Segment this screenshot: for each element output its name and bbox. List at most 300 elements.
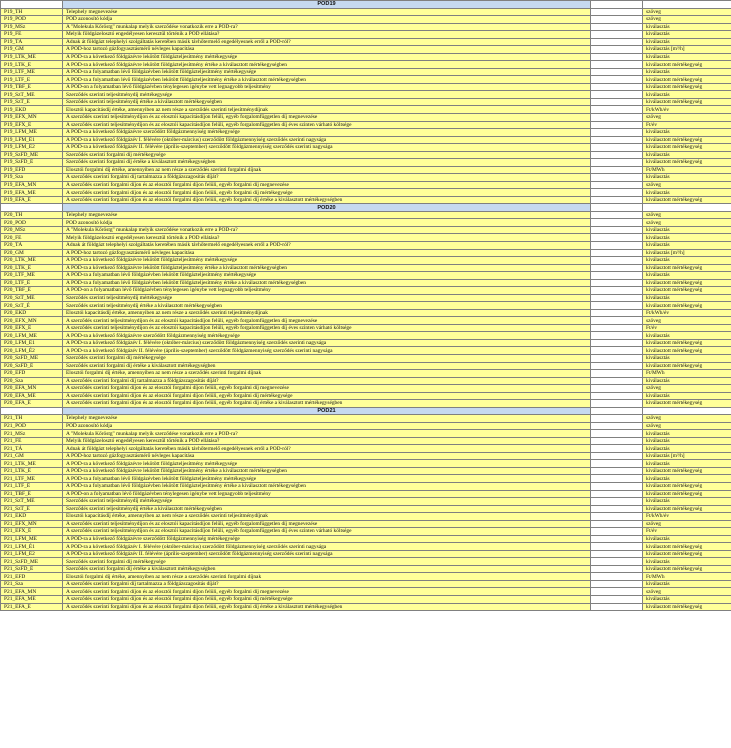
value-cell[interactable]: [591, 573, 643, 581]
value-cell[interactable]: [591, 505, 643, 513]
header-cell[interactable]: [1, 1, 63, 9]
description-cell[interactable]: POD azonosító kódja: [63, 16, 591, 24]
value-cell[interactable]: [591, 430, 643, 438]
type-cell[interactable]: kiválasztott mértékegység: [643, 339, 731, 347]
value-cell[interactable]: [591, 272, 643, 280]
value-cell[interactable]: [591, 38, 643, 46]
value-cell[interactable]: [591, 437, 643, 445]
code-cell[interactable]: P20_LFM_É2: [1, 347, 63, 355]
description-cell[interactable]: Adnak át földgázt telephelyi szolgáltatás keretében másik távhőtermelő engedélyesnek erről a POD-ról?: [63, 242, 591, 250]
code-cell[interactable]: P21_MSz: [1, 430, 63, 438]
type-cell[interactable]: szöveg: [643, 181, 731, 189]
type-cell[interactable]: szöveg: [643, 8, 731, 16]
description-cell[interactable]: A szerződés szerinti teljesítménydíjon és az elosztói kapacitásdíjon felüli, egyéb forgalomfüggetlen díj éves szinten várható költsége: [63, 121, 591, 129]
value-cell[interactable]: [591, 565, 643, 573]
type-cell[interactable]: kiválasztás: [643, 535, 731, 543]
description-cell[interactable]: A POD-ra a következő földgázévre lekötött földgázteljesítmény értéke a kiválasztott mértékegységben: [63, 264, 591, 272]
value-cell[interactable]: [591, 129, 643, 137]
code-cell[interactable]: P21_SzFD_É: [1, 565, 63, 573]
description-cell[interactable]: A POD-ra a folyamatban lévő földgázévben lekötött földgázteljesítmény értéke a kiválasztott mértékegységben: [63, 76, 591, 84]
description-cell[interactable]: A szerződés szerinti forgalmi díj tartalmazza a földgázszagosítás díját?: [63, 174, 591, 182]
type-cell[interactable]: kiválasztás: [643, 354, 731, 362]
code-cell[interactable]: P21_GM: [1, 452, 63, 460]
description-cell[interactable]: A szerződés szerinti forgalmi díjon és az elosztói forgalmi díjon felüli, egyéb forgalmi díj megnevezése: [63, 588, 591, 596]
description-cell[interactable]: Elosztói forgalmi díj értéke, amennyiben az nem része a szerződés szerinti forgalmi díjnak: [63, 166, 591, 174]
value-cell[interactable]: [591, 490, 643, 498]
code-cell[interactable]: P19_EFX_MN: [1, 113, 63, 121]
code-cell[interactable]: P19_EFX_E: [1, 121, 63, 129]
type-cell[interactable]: kiválasztott mértékegység: [643, 98, 731, 106]
value-cell[interactable]: [591, 543, 643, 551]
value-cell[interactable]: [591, 287, 643, 295]
code-cell[interactable]: P21_EFA_ME: [1, 595, 63, 603]
header-cell[interactable]: [591, 204, 643, 212]
code-cell[interactable]: P20_EKD: [1, 309, 63, 317]
type-cell[interactable]: Ft/év: [643, 324, 731, 332]
value-cell[interactable]: [591, 595, 643, 603]
type-cell[interactable]: szöveg: [643, 211, 731, 219]
description-cell[interactable]: A POD-ra a következő földgázévre szerződött földgázmennyiség mértékegysége: [63, 535, 591, 543]
value-cell[interactable]: [591, 339, 643, 347]
code-cell[interactable]: P19_EFA_É: [1, 196, 63, 204]
value-cell[interactable]: [591, 392, 643, 400]
description-cell[interactable]: A POD-on a folyamatban lévő földgázévben ténylegesen igénybe vett legnagyobb teljesítmény: [63, 287, 591, 295]
description-cell[interactable]: Elosztói kapacitásdíj értéke, amennyiben az nem része a szerződés szerinti teljesítménydíjnak: [63, 309, 591, 317]
type-cell[interactable]: kiválasztott mértékegység: [643, 302, 731, 310]
description-cell[interactable]: A szerződés szerinti forgalmi díj tartalmazza a földgázszagosítás díját?: [63, 580, 591, 588]
type-cell[interactable]: kiválasztás: [643, 38, 731, 46]
section-title[interactable]: POD19: [63, 1, 591, 9]
description-cell[interactable]: A szerződés szerinti forgalmi díj tartalmazza a földgázszagosítás díját?: [63, 377, 591, 385]
code-cell[interactable]: P21_TÁ: [1, 445, 63, 453]
description-cell[interactable]: A POD-ra a következő földgázévre lekötött földgázteljesítmény értéke a kiválasztott mértékegységben: [63, 61, 591, 69]
code-cell[interactable]: P19_POD: [1, 16, 63, 24]
description-cell[interactable]: Szerződés szerinti forgalmi díj mértékegysége: [63, 151, 591, 159]
value-cell[interactable]: [591, 460, 643, 468]
type-cell[interactable]: kiválasztás: [643, 437, 731, 445]
code-cell[interactable]: P21_LFM_É1: [1, 543, 63, 551]
type-cell[interactable]: kiválasztás: [643, 31, 731, 39]
value-cell[interactable]: [591, 302, 643, 310]
code-cell[interactable]: P19_LFM_É2: [1, 144, 63, 152]
value-cell[interactable]: [591, 362, 643, 370]
value-cell[interactable]: [591, 83, 643, 91]
type-cell[interactable]: kiválasztás: [643, 332, 731, 340]
type-cell[interactable]: kiválasztott mértékegység: [643, 279, 731, 287]
value-cell[interactable]: [591, 498, 643, 506]
type-cell[interactable]: kiválasztás: [643, 174, 731, 182]
value-cell[interactable]: [591, 53, 643, 61]
description-cell[interactable]: A szerződés szerinti teljesítménydíjon és az elosztói kapacitásdíjon felüli, egyéb forgalomfüggetlen díj éves szinten várható költsége: [63, 324, 591, 332]
type-cell[interactable]: kiválasztás: [643, 430, 731, 438]
code-cell[interactable]: P20_POD: [1, 219, 63, 227]
description-cell[interactable]: Elosztói kapacitásdíj értéke, amennyiben az nem része a szerződés szerinti teljesítménydíjnak: [63, 106, 591, 114]
code-cell[interactable]: P20_LTF_É: [1, 279, 63, 287]
description-cell[interactable]: A POD-ra a folyamatban lévő földgázévben lekötött földgázteljesítmény értéke a kiválasztott mértékegységben: [63, 279, 591, 287]
code-cell[interactable]: P21_TBF_É: [1, 490, 63, 498]
code-cell[interactable]: P19_SzFD_É: [1, 159, 63, 167]
value-cell[interactable]: [591, 181, 643, 189]
type-cell[interactable]: Ft/MWh: [643, 370, 731, 378]
description-cell[interactable]: Szerződés szerinti forgalmi díj értéke a kiválasztott mértékegységben: [63, 565, 591, 573]
type-cell[interactable]: kiválasztás [m³/h]: [643, 249, 731, 257]
description-cell[interactable]: Szerződés szerinti forgalmi díj mértékegysége: [63, 558, 591, 566]
code-cell[interactable]: P21_FE: [1, 437, 63, 445]
description-cell[interactable]: A "Molekula Kőröstg" munkalap melyik szerződése vonatkozik erre a POD-ra?: [63, 430, 591, 438]
type-cell[interactable]: kiválasztott mértékegység: [643, 490, 731, 498]
type-cell[interactable]: szöveg: [643, 219, 731, 227]
value-cell[interactable]: [591, 257, 643, 265]
code-cell[interactable]: P20_TH: [1, 211, 63, 219]
description-cell[interactable]: A POD-ra a következő földgázév II. félévére (április-szeptember) szerződött földgázmennyiség szerződés szerinti nagysága: [63, 550, 591, 558]
description-cell[interactable]: A POD-ra a következő földgázévre szerződött földgázmennyiség mértékegysége: [63, 332, 591, 340]
type-cell[interactable]: kiválasztott mértékegység: [643, 362, 731, 370]
code-cell[interactable]: P20_LFM_ME: [1, 332, 63, 340]
code-cell[interactable]: P20_SzT_ME: [1, 294, 63, 302]
type-cell[interactable]: kiválasztott mértékegység: [643, 467, 731, 475]
type-cell[interactable]: szöveg: [643, 422, 731, 430]
code-cell[interactable]: P21_LFM_ME: [1, 535, 63, 543]
code-cell[interactable]: P19_Sza: [1, 174, 63, 182]
type-cell[interactable]: kiválasztott mértékegység: [643, 196, 731, 204]
header-cell[interactable]: [643, 1, 731, 9]
value-cell[interactable]: [591, 279, 643, 287]
type-cell[interactable]: kiválasztott mértékegység: [643, 347, 731, 355]
type-cell[interactable]: kiválasztás: [643, 151, 731, 159]
code-cell[interactable]: P21_POD: [1, 422, 63, 430]
description-cell[interactable]: Elosztói kapacitásdíj értéke, amennyiben az nem része a szerződés szerinti teljesítménydíjnak: [63, 513, 591, 521]
type-cell[interactable]: szöveg: [643, 520, 731, 528]
type-cell[interactable]: kiválasztott mértékegység: [643, 543, 731, 551]
description-cell[interactable]: Szerződés szerinti teljesítménydíj mértékegysége: [63, 498, 591, 506]
description-cell[interactable]: A POD-on a folyamatban lévő földgázévben ténylegesen igénybe vett legnagyobb teljesítmény: [63, 490, 591, 498]
type-cell[interactable]: kiválasztott mértékegység: [643, 505, 731, 513]
type-cell[interactable]: kiválasztott mértékegység: [643, 159, 731, 167]
code-cell[interactable]: P20_TBF_É: [1, 287, 63, 295]
code-cell[interactable]: P20_EFA_MN: [1, 385, 63, 393]
code-cell[interactable]: P20_MSz: [1, 226, 63, 234]
code-cell[interactable]: P20_LTF_ME: [1, 272, 63, 280]
value-cell[interactable]: [591, 23, 643, 31]
type-cell[interactable]: kiválasztás: [643, 294, 731, 302]
code-cell[interactable]: P19_TH: [1, 8, 63, 16]
code-cell[interactable]: P21_LFM_É2: [1, 550, 63, 558]
type-cell[interactable]: Ft/év: [643, 528, 731, 536]
value-cell[interactable]: [591, 68, 643, 76]
code-cell[interactable]: P21_EFX_É: [1, 528, 63, 536]
value-cell[interactable]: [591, 377, 643, 385]
value-cell[interactable]: [591, 400, 643, 408]
code-cell[interactable]: P19_SzT_E: [1, 98, 63, 106]
value-cell[interactable]: [591, 106, 643, 114]
description-cell[interactable]: A szerződés szerinti forgalmi díjon és az elosztói forgalmi díjon felüli, egyéb forgalmi díj megnevezése: [63, 385, 591, 393]
type-cell[interactable]: kiválasztás: [643, 234, 731, 242]
value-cell[interactable]: [591, 264, 643, 272]
description-cell[interactable]: Szerződés szerinti forgalmi díj értéke a kiválasztott mértékegységben: [63, 159, 591, 167]
description-cell[interactable]: Szerződés szerinti teljesítménydíj értéke a kiválasztott mértékegységben: [63, 98, 591, 106]
value-cell[interactable]: [591, 415, 643, 423]
description-cell[interactable]: Adnak át földgázt telephelyi szolgáltatás keretében másik távhőtermelő engedélyesnek erről a POD-ról?: [63, 38, 591, 46]
value-cell[interactable]: [591, 588, 643, 596]
code-cell[interactable]: P21_SzT_ME: [1, 498, 63, 506]
code-cell[interactable]: P20_EFD: [1, 370, 63, 378]
code-cell[interactable]: P19_TÁ: [1, 38, 63, 46]
type-cell[interactable]: kiválasztás: [643, 91, 731, 99]
value-cell[interactable]: [591, 324, 643, 332]
value-cell[interactable]: [591, 121, 643, 129]
description-cell[interactable]: A POD-ra a következő földgázév I. félévére (október-március) szerződött földgázmennyiség szerződés szerinti nagysága: [63, 543, 591, 551]
type-cell[interactable]: szöveg: [643, 415, 731, 423]
type-cell[interactable]: kiválasztott mértékegység: [643, 264, 731, 272]
description-cell[interactable]: A POD-on a folyamatban lévő földgázévben ténylegesen igénybe vett legnagyobb teljesítmény: [63, 83, 591, 91]
type-cell[interactable]: kiválasztás: [643, 498, 731, 506]
value-cell[interactable]: [591, 520, 643, 528]
type-cell[interactable]: kiválasztás: [643, 595, 731, 603]
type-cell[interactable]: kiválasztás: [643, 272, 731, 280]
value-cell[interactable]: [591, 317, 643, 325]
type-cell[interactable]: kiválasztás [m³/h]: [643, 46, 731, 54]
value-cell[interactable]: [591, 580, 643, 588]
type-cell[interactable]: kiválasztott mértékegység: [643, 61, 731, 69]
description-cell[interactable]: A szerződés szerinti forgalmi díjon és az elosztói forgalmi díjon felüli, egyéb forgalmi díj mértékegysége: [63, 595, 591, 603]
code-cell[interactable]: P19_EFA_MN: [1, 181, 63, 189]
value-cell[interactable]: [591, 309, 643, 317]
type-cell[interactable]: kiválasztott mértékegység: [643, 83, 731, 91]
type-cell[interactable]: kiválasztás: [643, 242, 731, 250]
type-cell[interactable]: szöveg: [643, 385, 731, 393]
description-cell[interactable]: Szerződés szerinti teljesítménydíj mértékegysége: [63, 294, 591, 302]
value-cell[interactable]: [591, 189, 643, 197]
code-cell[interactable]: P19_SzFD_ME: [1, 151, 63, 159]
description-cell[interactable]: Szerződés szerinti forgalmi díj értéke a kiválasztott mértékegységben: [63, 362, 591, 370]
code-cell[interactable]: P20_EFX_MN: [1, 317, 63, 325]
description-cell[interactable]: A POD-ra a következő földgázév II. félévére (április-szeptember) szerződött földgázmennyiség szerződés szerinti nagysága: [63, 347, 591, 355]
description-cell[interactable]: Szerződés szerinti teljesítménydíj értéke a kiválasztott mértékegységben: [63, 505, 591, 513]
code-cell[interactable]: P20_LFM_É1: [1, 339, 63, 347]
type-cell[interactable]: szöveg: [643, 16, 731, 24]
description-cell[interactable]: A POD-ra a következő földgázévre lekötött földgázteljesítmény mértékegysége: [63, 257, 591, 265]
code-cell[interactable]: P19_GM: [1, 46, 63, 54]
description-cell[interactable]: Melyik földgázelosztó engedélyesen keresztül történik a POD ellátása?: [63, 234, 591, 242]
description-cell[interactable]: A POD-ra a következő földgázév II. félévére (április-szeptember) szerződött földgázmennyiség szerződés szerinti nagysága: [63, 144, 591, 152]
description-cell[interactable]: A POD-ra a folyamatban lévő földgázévben lekötött földgázteljesítmény értéke a kiválasztott mértékegységben: [63, 483, 591, 491]
type-cell[interactable]: szöveg: [643, 113, 731, 121]
type-cell[interactable]: kiválasztás: [643, 558, 731, 566]
description-cell[interactable]: POD azonosító kódja: [63, 422, 591, 430]
code-cell[interactable]: P20_LTK_ME: [1, 257, 63, 265]
description-cell[interactable]: A szerződés szerinti teljesítménydíjon és az elosztói kapacitásdíjon felüli, egyéb forgalomfüggetlen díj megnevezése: [63, 520, 591, 528]
description-cell[interactable]: POD azonosító kódja: [63, 219, 591, 227]
type-cell[interactable]: kiválasztott mértékegység: [643, 400, 731, 408]
code-cell[interactable]: P19_SzT_ME: [1, 91, 63, 99]
value-cell[interactable]: [591, 347, 643, 355]
value-cell[interactable]: [591, 445, 643, 453]
code-cell[interactable]: P19_LTK_ME: [1, 53, 63, 61]
value-cell[interactable]: [591, 196, 643, 204]
code-cell[interactable]: P19_EKD: [1, 106, 63, 114]
description-cell[interactable]: Elosztói forgalmi díj értéke, amennyiben az nem része a szerződés szerinti forgalmi díjnak: [63, 573, 591, 581]
value-cell[interactable]: [591, 528, 643, 536]
value-cell[interactable]: [591, 159, 643, 167]
type-cell[interactable]: kiválasztott mértékegység: [643, 603, 731, 611]
value-cell[interactable]: [591, 242, 643, 250]
code-cell[interactable]: P20_GM: [1, 249, 63, 257]
type-cell[interactable]: szöveg: [643, 317, 731, 325]
description-cell[interactable]: A szerződés szerinti forgalmi díjon és az elosztói forgalmi díjon felüli, egyéb forgalmi díj értéke a kiválasztott mértékegységben: [63, 196, 591, 204]
value-cell[interactable]: [591, 249, 643, 257]
code-cell[interactable]: P21_SzFD_ME: [1, 558, 63, 566]
description-cell[interactable]: A POD-hoz tartozó gázfogyasztásmérő névleges kapacitása: [63, 452, 591, 460]
code-cell[interactable]: P21_EKD: [1, 513, 63, 521]
code-cell[interactable]: P20_SzFD_É: [1, 362, 63, 370]
description-cell[interactable]: A "Molekula Kőröstg" munkalap melyik szerződése vonatkozik erre a POD-ra?: [63, 226, 591, 234]
description-cell[interactable]: A POD-ra a következő földgázévre lekötött földgázteljesítmény mértékegysége: [63, 460, 591, 468]
value-cell[interactable]: [591, 174, 643, 182]
code-cell[interactable]: P21_TH: [1, 415, 63, 423]
code-cell[interactable]: P19_LTK_E: [1, 61, 63, 69]
value-cell[interactable]: [591, 46, 643, 54]
value-cell[interactable]: [591, 234, 643, 242]
code-cell[interactable]: P19_TBF_E: [1, 83, 63, 91]
description-cell[interactable]: A szerződés szerinti teljesítménydíjon és az elosztói kapacitásdíjon felüli, egyéb forgalomfüggetlen díj megnevezése: [63, 113, 591, 121]
type-cell[interactable]: kiválasztás: [643, 226, 731, 234]
header-cell[interactable]: [1, 204, 63, 212]
code-cell[interactable]: P20_Sza: [1, 377, 63, 385]
value-cell[interactable]: [591, 113, 643, 121]
type-cell[interactable]: kiválasztott mértékegység: [643, 76, 731, 84]
value-cell[interactable]: [591, 151, 643, 159]
description-cell[interactable]: A POD-ra a következő földgázévre lekötött földgázteljesítmény mértékegysége: [63, 53, 591, 61]
type-cell[interactable]: Ft/MWh: [643, 573, 731, 581]
value-cell[interactable]: [591, 31, 643, 39]
type-cell[interactable]: kiválasztott mértékegység: [643, 550, 731, 558]
code-cell[interactable]: P21_LTF_ME: [1, 475, 63, 483]
type-cell[interactable]: Ft/év: [643, 121, 731, 129]
section-title[interactable]: POD20: [63, 204, 591, 212]
value-cell[interactable]: [591, 61, 643, 69]
code-cell[interactable]: P20_LTK_É: [1, 264, 63, 272]
description-cell[interactable]: A szerződés szerinti forgalmi díjon és az elosztói forgalmi díjon felüli, egyéb forgalmi díj mértékegysége: [63, 189, 591, 197]
code-cell[interactable]: P19_LTF_ME: [1, 68, 63, 76]
type-cell[interactable]: kiválasztás: [643, 445, 731, 453]
header-cell[interactable]: [591, 407, 643, 415]
value-cell[interactable]: [591, 452, 643, 460]
value-cell[interactable]: [591, 385, 643, 393]
type-cell[interactable]: kiválasztás: [643, 475, 731, 483]
description-cell[interactable]: A POD-ra a folyamatban lévő földgázévben lekötött földgázteljesítmény mértékegysége: [63, 475, 591, 483]
code-cell[interactable]: P19_FE: [1, 31, 63, 39]
code-cell[interactable]: P20_SzFD_ME: [1, 354, 63, 362]
description-cell[interactable]: A szerződés szerinti teljesítménydíjon és az elosztói kapacitásdíjon felüli, egyéb forgalomfüggetlen díj megnevezése: [63, 317, 591, 325]
value-cell[interactable]: [591, 603, 643, 611]
description-cell[interactable]: A POD-ra a következő földgázév I. félévére (október-március) szerződött földgázmennyiség szerződés szerinti nagysága: [63, 136, 591, 144]
description-cell[interactable]: A szerződés szerinti forgalmi díjon és az elosztói forgalmi díjon felüli, egyéb forgalmi díj értéke a kiválasztott mértékegységben: [63, 603, 591, 611]
code-cell[interactable]: P20_FE: [1, 234, 63, 242]
code-cell[interactable]: P21_SzT_É: [1, 505, 63, 513]
header-cell[interactable]: [643, 204, 731, 212]
description-cell[interactable]: Szerződés szerinti teljesítménydíj értéke a kiválasztott mértékegységben: [63, 302, 591, 310]
type-cell[interactable]: kiválasztás: [643, 23, 731, 31]
description-cell[interactable]: Szerződés szerinti teljesítménydíj mértékegysége: [63, 91, 591, 99]
value-cell[interactable]: [591, 8, 643, 16]
value-cell[interactable]: [591, 136, 643, 144]
value-cell[interactable]: [591, 483, 643, 491]
description-cell[interactable]: Telephely megnevezése: [63, 8, 591, 16]
code-cell[interactable]: P19_EFA_ME: [1, 189, 63, 197]
code-cell[interactable]: P19_EFD: [1, 166, 63, 174]
code-cell[interactable]: P21_EFD: [1, 573, 63, 581]
value-cell[interactable]: [591, 219, 643, 227]
header-cell[interactable]: [591, 1, 643, 9]
type-cell[interactable]: Ft/kWh/év: [643, 309, 731, 317]
description-cell[interactable]: Adnak át földgázt telephelyi szolgáltatás keretében másik távhőtermelő engedélyesnek erről a POD-ról?: [63, 445, 591, 453]
code-cell[interactable]: P19_MSz: [1, 23, 63, 31]
code-cell[interactable]: P20_EFA_É: [1, 400, 63, 408]
type-cell[interactable]: Ft/kWh/év: [643, 106, 731, 114]
value-cell[interactable]: [591, 144, 643, 152]
type-cell[interactable]: kiválasztás: [643, 460, 731, 468]
code-cell[interactable]: P20_SzT_É: [1, 302, 63, 310]
type-cell[interactable]: kiválasztott mértékegység: [643, 483, 731, 491]
code-cell[interactable]: P21_LTF_É: [1, 483, 63, 491]
code-cell[interactable]: P19_LFM_ME: [1, 129, 63, 137]
header-cell[interactable]: [643, 407, 731, 415]
type-cell[interactable]: Ft/MWh: [643, 166, 731, 174]
description-cell[interactable]: A szerződés szerinti teljesítménydíjon és az elosztói kapacitásdíjon felüli, egyéb forgalomfüggetlen díj éves szinten várható költsége: [63, 528, 591, 536]
value-cell[interactable]: [591, 76, 643, 84]
value-cell[interactable]: [591, 513, 643, 521]
description-cell[interactable]: A POD-ra a folyamatban lévő földgázévben lekötött földgázteljesítmény mértékegysége: [63, 272, 591, 280]
description-cell[interactable]: A szerződés szerinti forgalmi díjon és az elosztói forgalmi díjon felüli, egyéb forgalmi díj megnevezése: [63, 181, 591, 189]
type-cell[interactable]: kiválasztás: [643, 189, 731, 197]
value-cell[interactable]: [591, 16, 643, 24]
type-cell[interactable]: kiválasztott mértékegység: [643, 136, 731, 144]
value-cell[interactable]: [591, 211, 643, 219]
type-cell[interactable]: Ft/kWh/év: [643, 513, 731, 521]
description-cell[interactable]: A POD-ra a következő földgázévre lekötött földgázteljesítmény értéke a kiválasztott mértékegységben: [63, 467, 591, 475]
type-cell[interactable]: kiválasztás: [643, 580, 731, 588]
value-cell[interactable]: [591, 294, 643, 302]
header-cell[interactable]: [1, 407, 63, 415]
value-cell[interactable]: [591, 475, 643, 483]
description-cell[interactable]: A szerződés szerinti forgalmi díjon és az elosztói forgalmi díjon felüli, egyéb forgalmi díj mértékegysége: [63, 392, 591, 400]
value-cell[interactable]: [591, 354, 643, 362]
description-cell[interactable]: A szerződés szerinti forgalmi díjon és az elosztói forgalmi díjon felüli, egyéb forgalmi díj értéke a kiválasztott mértékegységben: [63, 400, 591, 408]
value-cell[interactable]: [591, 98, 643, 106]
description-cell[interactable]: A POD-ra a következő földgázévre szerződött földgázmennyiség mértékegysége: [63, 129, 591, 137]
type-cell[interactable]: kiválasztás: [643, 129, 731, 137]
description-cell[interactable]: Telephely megnevezése: [63, 415, 591, 423]
code-cell[interactable]: P21_EFX_MN: [1, 520, 63, 528]
type-cell[interactable]: kiválasztás: [643, 53, 731, 61]
code-cell[interactable]: P21_LTK_ME: [1, 460, 63, 468]
description-cell[interactable]: Melyik földgázelosztó engedélyesen keresztül történik a POD ellátása?: [63, 31, 591, 39]
code-cell[interactable]: P21_EFA_MN: [1, 588, 63, 596]
value-cell[interactable]: [591, 91, 643, 99]
description-cell[interactable]: Szerződés szerinti forgalmi díj mértékegysége: [63, 354, 591, 362]
type-cell[interactable]: kiválasztás [m³/h]: [643, 452, 731, 460]
value-cell[interactable]: [591, 332, 643, 340]
description-cell[interactable]: A POD-ra a következő földgázév I. félévére (október-március) szerződött földgázmennyiség szerződés szerinti nagysága: [63, 339, 591, 347]
value-cell[interactable]: [591, 226, 643, 234]
code-cell[interactable]: P21_EFA_É: [1, 603, 63, 611]
value-cell[interactable]: [591, 422, 643, 430]
type-cell[interactable]: kiválasztott mértékegység: [643, 144, 731, 152]
description-cell[interactable]: Melyik földgázelosztó engedélyesen keresztül történik a POD ellátása?: [63, 437, 591, 445]
value-cell[interactable]: [591, 166, 643, 174]
type-cell[interactable]: kiválasztás: [643, 377, 731, 385]
value-cell[interactable]: [591, 370, 643, 378]
